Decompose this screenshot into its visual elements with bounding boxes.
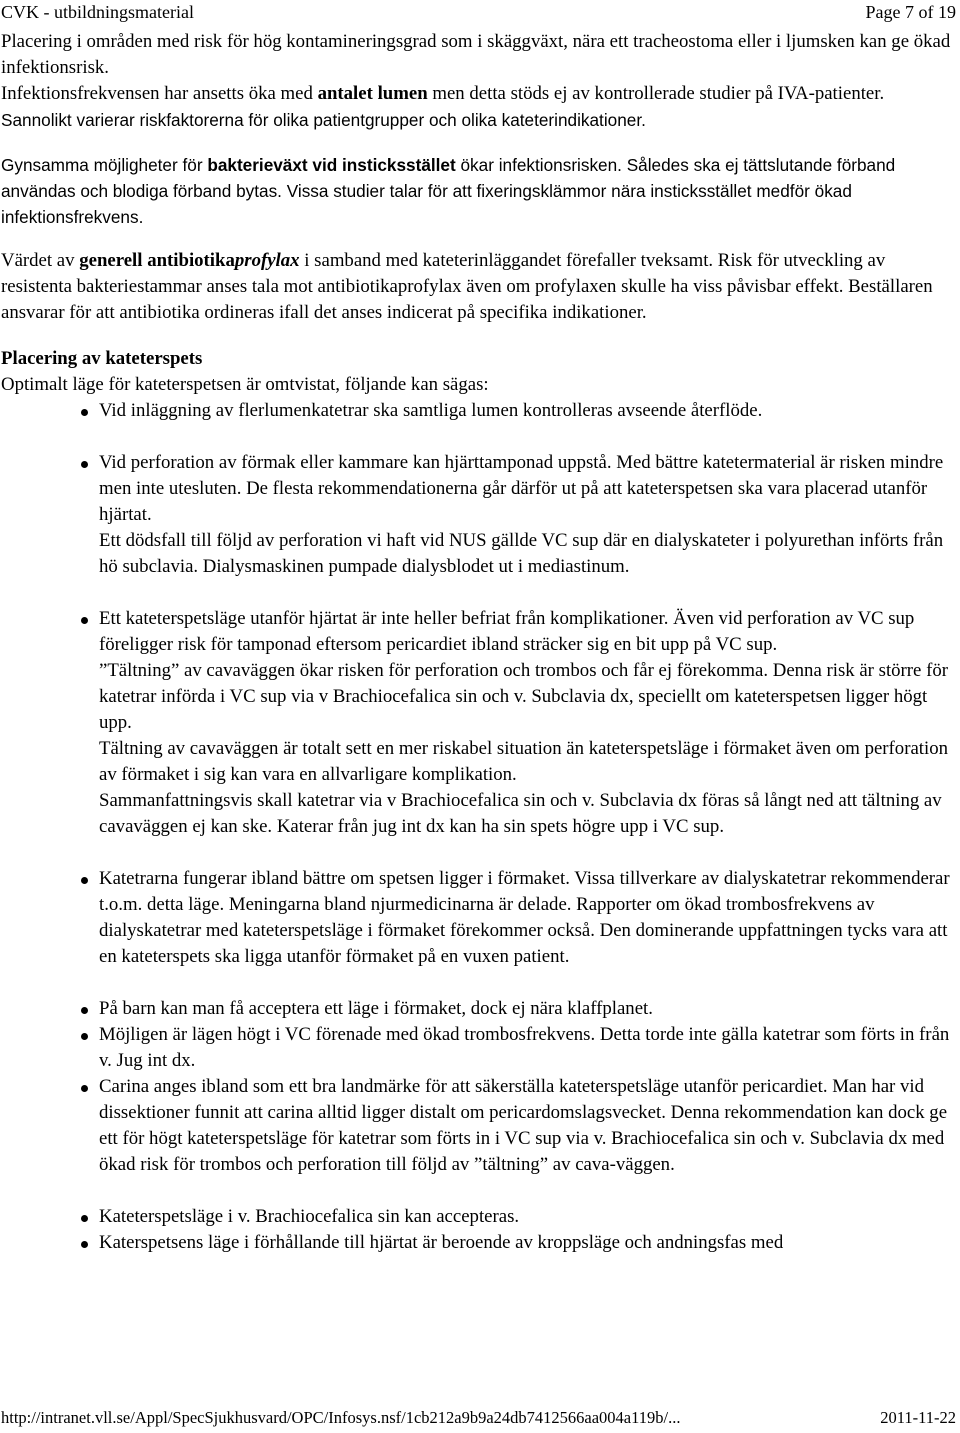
page-header	[0, 0, 960, 26]
list-item: Ett kateterspetsläge utanför hjärtat är inte heller befriat från komplikationer. Även vid perforation av VC sup föreligger risk för tamponad eftersom pericardiet ibland sträcker sig en bit upp på VC sup. ”Tältning” av cavaväggen ökar risken för perforation och trombos och får ej förekomma. Denna risk är större för katetrar införda i VC sup via v Brachiocefalica sin och v. Subclavia dx, speciellt om kateterspetsen ligger högt upp. Tältning av cavaväggen är totalt sett en mer riskabel situation än kateterspetsläge i förmaket även om perforation av förmaket i sig kan vara en allvarligare komplikation. Sammanfattningsvis skall katetrar via v Brachiocefalica sin och v. Subclavia dx föras så långt ned att tältning av cavaväggen ej kan ske. Katerar från jug int dx kan ha sin spets högre upp i VC sup.	[1, 606, 956, 840]
text: Sannolikt varierar riskfaktorerna för olika patientgrupper och olika kateterindikationer.	[1, 110, 646, 130]
list-item: Möjligen är lägen högt i VC förenade med ökad trombosfrekvens. Detta torde inte gälla katetrar som förts in från v. Jug int dx.	[1, 1022, 956, 1074]
text: men detta stöds ej av kontrollerade studier på IVA-patienter.	[427, 83, 885, 104]
document-body	[1, 29, 956, 1256]
document-title: CVK - utbildningsmaterial	[1, 2, 194, 22]
bullet-list	[1, 398, 956, 1256]
paragraph-insertion-site	[1, 152, 956, 230]
text: Vissa studier talar för att fixeringsklämmor nära insticksstället medför ökad infektionsfrekvens.	[1, 181, 852, 227]
spacer	[1, 424, 956, 450]
bullet-icon	[81, 1215, 88, 1222]
bullet-icon	[81, 877, 88, 884]
bold-term: generell antibiotika	[79, 250, 235, 271]
bullet-icon	[81, 1085, 88, 1092]
list-item: På barn kan man få acceptera ett läge i förmaket, dock ej nära klaffplanet.	[1, 996, 956, 1022]
text: i samband med kateterinläggandet förefaller tveksamt. Risk för utveckling av resistenta bakteriestammar anses tala mot antibiotikaprofylax även om profylaxen skulle ha viss påvisbar effekt. Beställaren ansvarar för att antibiotika ordineras ifall det anses indicerat på specifika indikationer.	[1, 250, 933, 323]
bullet-icon	[81, 409, 88, 416]
bullet-icon	[81, 1033, 88, 1040]
list-item: Kateterspetsläge i v. Brachiocefalica sin kan accepteras.	[1, 1204, 956, 1230]
list-item: Vid perforation av förmak eller kammare kan hjärttamponad uppstå. Med bättre katetermaterial är risken mindre men inte utesluten. De flesta rekommendationerna går därför ut på att kateterspetsen ska vara placerad utanför hjärtat. Ett dödsfall till följd av perforation vi haft vid NUS gällde VC sup där en dialyskateter i polyurethan införts från hö subclavia. Dialysmaskinen pumpade dialysblodet ut i mediastinum.	[1, 450, 956, 580]
paragraph-antibiotics	[1, 248, 956, 326]
list-item: Katetrarna fungerar ibland bättre om spetsen ligger i förmaket. Vissa tillverkare av dialyskatetrar rekommenderar t.o.m. detta läge. Meningarna bland njurmedicinarna är delade. Rapporter om ökad trombosfrekvens av dialyskatetrar med kateterspetsläge i förmaket förekommer också. Den dominerande uppfattningen tycks vara att en kateterspets ska ligga utanför förmaket på en vuxen patient.	[1, 866, 956, 970]
text: Placering i områden med risk för hög kontamineringsgrad som i skäggväxt, nära ett tracheostoma eller i ljumsken kan ge ökad infektionsrisk.	[1, 31, 951, 78]
bullet-icon	[81, 1241, 88, 1248]
spacer	[1, 580, 956, 606]
text: Således ska ej tättslutande förband användas och blodiga förband bytas.	[1, 155, 896, 201]
list-item: Katerspetsens läge i förhållande till hjärtat är beroende av kroppsläge och andningsfas med	[1, 1230, 956, 1256]
paragraph-placement-risk	[1, 29, 956, 134]
footer-date: 2011-11-22	[880, 1408, 956, 1427]
list-item: Carina anges ibland som ett bra landmärke för att säkerställa kateterspetsläge utanför pericardiet. Man har vid dissektioner funnit att carina alltid ligger distalt om pericardomslagsvecket. Denna rekommendation kan dock ge ett för högt kateterspetsläge för katetrar som förts in i VC sup via v. Brachiocefalica sin och v. Subclavia dx med ökad risk för trombos och perforation till följd av ”tältning” av cava-väggen.	[1, 1074, 956, 1178]
spacer	[1, 970, 956, 996]
bold-term: bakterieväxt vid insticksstället	[207, 155, 456, 175]
bullet-icon	[81, 617, 88, 624]
page-footer	[1, 1408, 956, 1430]
bold-term: antalet lumen	[317, 83, 428, 104]
page-number: Page 7 of 19	[865, 2, 956, 22]
bold-italic-term: profylax	[234, 250, 300, 271]
text: Gynsamma möjligheter för	[1, 155, 208, 175]
section-intro: Optimalt läge för kateterspetsen är omtvistat, följande kan sägas:	[1, 374, 489, 395]
bullet-icon	[81, 461, 88, 468]
list-item: Vid inläggning av flerlumenkatetrar ska samtliga lumen kontrolleras avseende återflöde.	[1, 398, 956, 424]
footer-url: http://intranet.vll.se/Appl/SpecSjukhusvard/OPC/Infosys.nsf/1cb212a9b9a24db7412566aa004a119b/...	[1, 1408, 681, 1427]
bullet-icon	[81, 1007, 88, 1014]
section-heading: Placering av kateterspets	[1, 348, 203, 369]
spacer	[1, 1178, 956, 1204]
spacer	[1, 840, 956, 866]
text: Värdet av	[1, 250, 80, 271]
text: ökar infektionsrisken.	[455, 155, 622, 175]
text: Infektionsfrekvensen har ansetts öka med	[1, 83, 318, 104]
